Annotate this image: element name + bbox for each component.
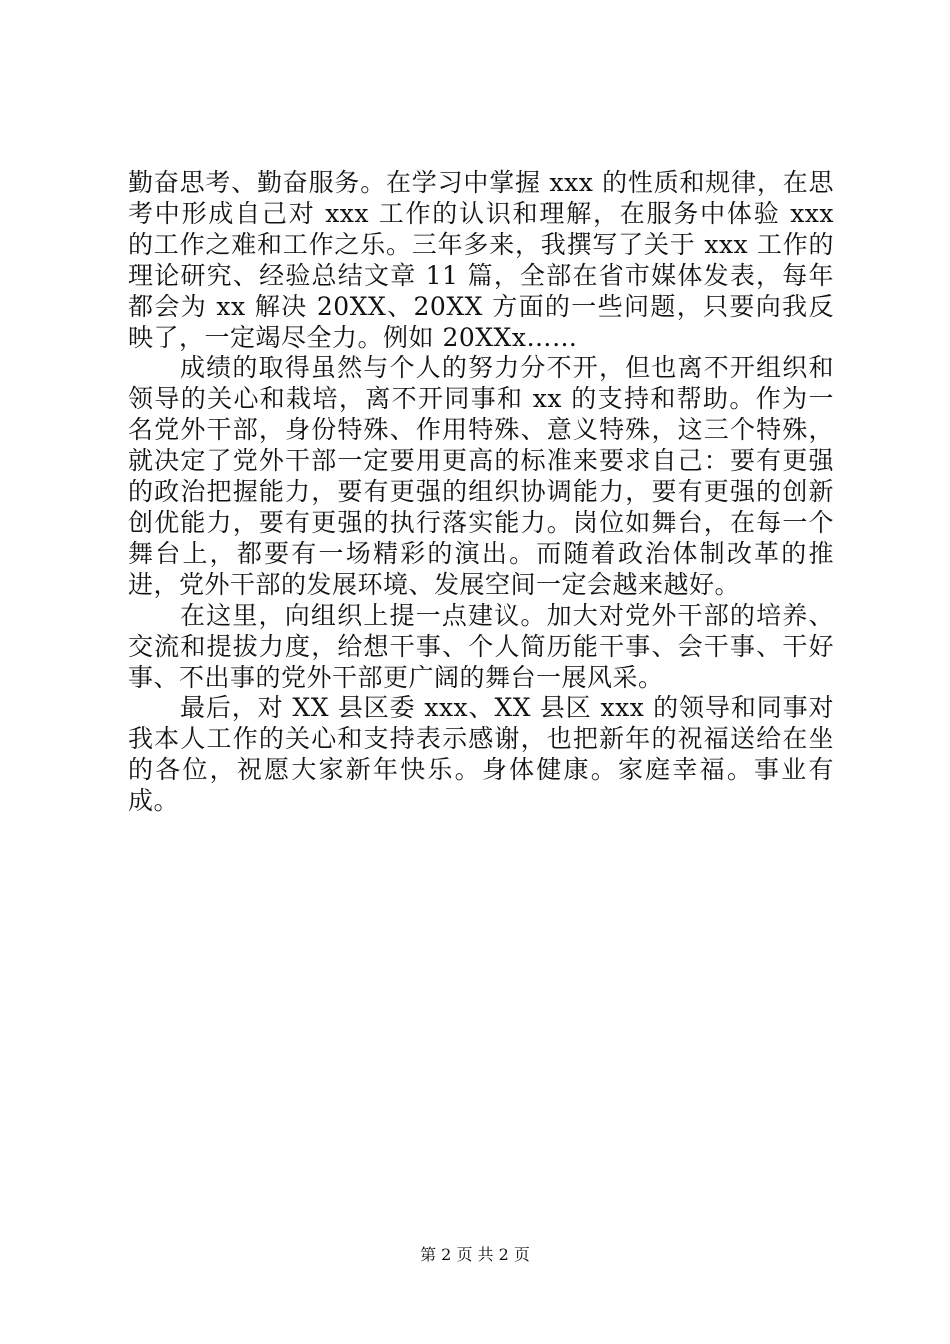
page-number-footer: 第 2 页 共 2 页: [420, 1245, 530, 1264]
paragraph-continuation: 勤奋思考、勤奋服务。在学习中掌握 xxx 的性质和规律，在思考中形成自己对 xxx 工作的认识和理解，在服务中体验 xxx 的工作之难和工作之乐。三年多来，我撰写了关于 xxx 工作的理论研究、经验总结文章 11 篇，全部在省市媒体发表，每年都会为 xx 解决 20XX、20XX 方面的一些问题，只要向我反映了，一定竭尽全力。例如 20XXx……: [128, 168, 843, 352]
document-body: [128, 168, 843, 817]
paragraph-suggestion: 在这里，向组织上提一点建议。加大对党外干部的培养、交流和提拔力度，给想干事、个人简历能干事、会干事、干好事、不出事的党外干部更广阔的舞台一展风采。: [128, 600, 834, 692]
paragraph-closing: 最后，对 XX 县区委 xxx、XX 县区 xxx 的领导和同事对我本人工作的关心和支持表示感谢，也把新年的祝福送给在坐的各位，祝愿大家新年快乐。身体健康。家庭幸福。事业有成。: [128, 693, 834, 816]
paragraph-achievements: 成绩的取得虽然与个人的努力分不开，但也离不开组织和领导的关心和栽培，离不开同事和 xx 的支持和帮助。作为一名党外干部，身份特殊、作用特殊、意义特殊，这三个特殊，就决定了党外干部一定要用更高的标准来要求自己：要有更强的政治把握能力，要有更强的组织协调能力，要有更强的创新创优能力，要有更强的执行落实能力。岗位如舞台，在每一个舞台上，都要有一场精彩的演出。而随着政治体制改革的推进，党外干部的发展环境、发展空间一定会越来越好。: [128, 353, 834, 599]
